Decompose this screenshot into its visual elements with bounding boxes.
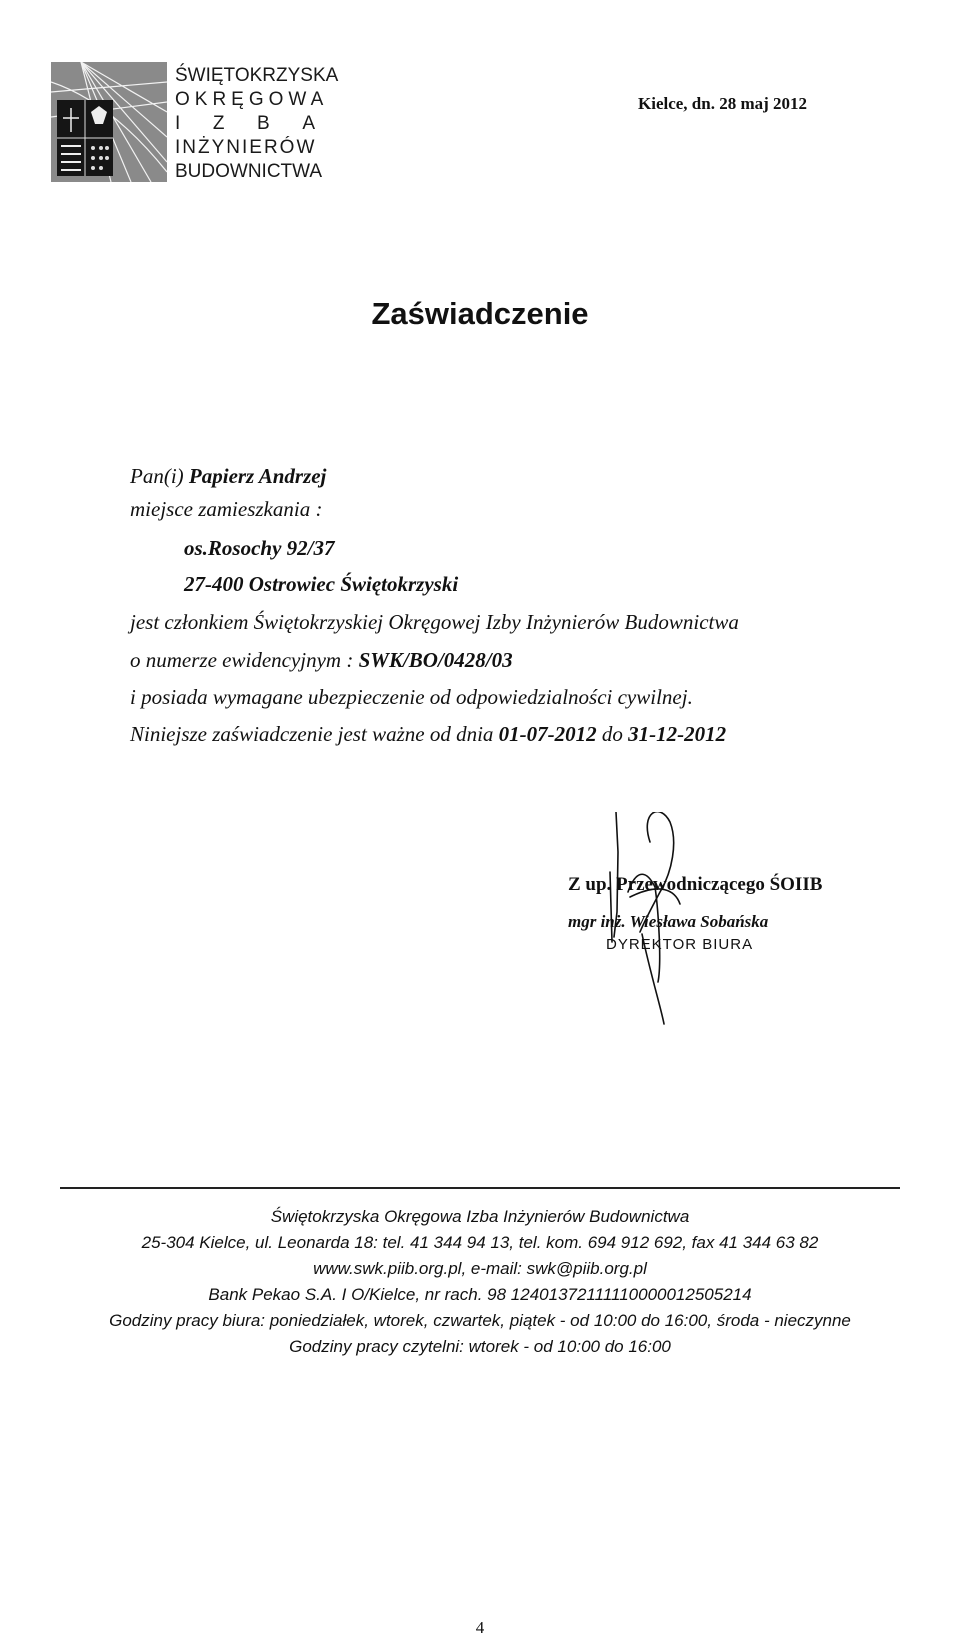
signatory-role: DYREKTOR BIURA	[606, 936, 754, 953]
membership-statement: jest członkiem Świętokrzyskiej Okręgowej Izby Inżynierów Budownictwa	[130, 610, 739, 634]
chamber-name-line-5: BUDOWNICTWA	[175, 161, 323, 182]
chamber-name-letter: I	[175, 113, 181, 134]
chamber-name-line-1: ŚWIĘTOKRZYSKA	[175, 65, 339, 86]
recipient-line	[130, 464, 326, 489]
footer-line: 25-304 Kielce, ul. Leonarda 18: tel. 41 344 94 13, tel. kom. 694 912 692, fax 41 344 63 82	[141, 1233, 819, 1252]
valid-to-date: 31-12-2012	[628, 722, 727, 746]
footer-line: Świętokrzyska Okręgowa Izba Inżynierów Budownictwa	[270, 1207, 690, 1226]
page-number: 4	[475, 1618, 485, 1637]
address-line-2: 27-400 Ostrowiec Świętokrzyski	[184, 572, 459, 596]
chamber-name-letter: Z	[212, 113, 225, 134]
address-line-1: os.Rosochy 92/37	[184, 536, 335, 560]
place-date: Kielce, dn. 28 maj 2012	[638, 94, 808, 113]
chamber-name	[175, 64, 338, 184]
chamber-name-letter: B	[257, 113, 270, 134]
recipient-name: Papierz Andrzej	[188, 464, 327, 488]
footer	[0, 1204, 960, 1360]
registration-label: o numerze ewidencyjnym :	[130, 648, 359, 672]
valid-from-date: 01-07-2012	[498, 722, 597, 746]
handwritten-signature-icon	[600, 812, 720, 1082]
footer-line: www.swk.piib.org.pl, e-mail: swk@piib.org.pl	[313, 1259, 647, 1278]
footer-line: Godziny pracy czytelni: wtorek - od 10:00 do 16:00	[289, 1337, 671, 1356]
chamber-name-line-2: OKRĘGOWA	[175, 89, 329, 110]
document-title: Zaświadczenie	[371, 296, 589, 331]
signatory-name: mgr inż. Wiesława Sobańska	[568, 912, 769, 931]
footer-line: Godziny pracy biura: poniedziałek, wtorek, czwartek, piątek - od 10:00 do 16:00, środa - nieczynne	[109, 1311, 851, 1330]
registration-number: SWK/BO/0428/03	[358, 648, 513, 672]
insurance-statement: i posiada wymagane ubezpieczenie od odpowiedzialności cywilnej.	[130, 685, 693, 709]
signature-on-behalf: Z up. Przewodniczącego ŚOIIB	[568, 874, 823, 895]
footer-line: Bank Pekao S.A. I O/Kielce, nr rach. 98 12401372111110000012505214	[208, 1285, 752, 1304]
chamber-name-line-3	[175, 112, 315, 136]
registration-line	[130, 648, 513, 673]
chamber-name-letter: A	[302, 113, 315, 134]
chamber-logo-icon	[51, 62, 167, 182]
footer-divider	[60, 1187, 900, 1189]
validity-mid: do	[596, 722, 629, 746]
validity-prefix: Niniejsze zaświadczenie jest ważne od dnia	[130, 722, 499, 746]
recipient-prefix: Pan(i)	[130, 464, 189, 488]
chamber-name-line-4: INŻYNIERÓW	[175, 137, 317, 158]
validity-line	[130, 722, 726, 747]
residence-label: miejsce zamieszkania :	[130, 497, 323, 521]
